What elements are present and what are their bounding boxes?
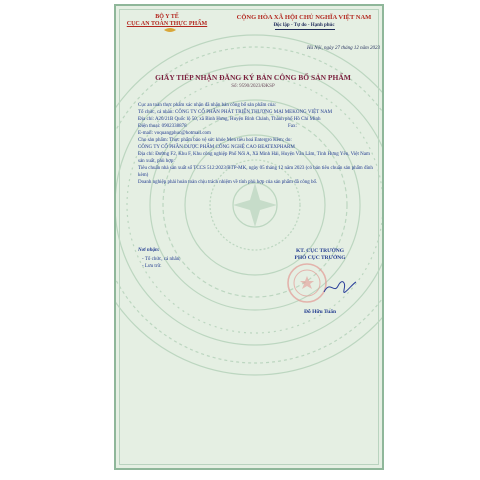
header-ornament-icon xyxy=(163,27,177,33)
document-number: Số: 9590/2023/ĐKSP xyxy=(231,84,275,89)
body-manufacturer-address: Địa chỉ: Đường F2, Khu F, Khu công nghiệp Phố Nối A, Xã Minh Hải, Huyện Văn Lâm, Tỉnh Hưng Yên, Việt Nam sản xuất, phù hợp: xyxy=(138,152,370,164)
recipient-item: - Tổ chức, cá nhân; xyxy=(142,257,181,262)
handwritten-signature xyxy=(322,278,358,296)
signer-name: Đỗ Hữu Tuấn xyxy=(303,309,337,315)
ministry-name: BỘ Y TẾ xyxy=(155,14,179,20)
contact-row xyxy=(138,123,374,130)
recipients-list xyxy=(142,256,181,270)
department-name: CỤC AN TOÀN THỰC PHẨM xyxy=(126,21,208,27)
ministry-header xyxy=(124,14,210,28)
body-fax: Fax: xyxy=(288,124,297,129)
document-title: GIẤY TIẾP NHẬN ĐĂNG KÝ BẢN CÔNG BỐ SẢN PHẨM xyxy=(155,73,351,82)
signer-role-line2: PHÓ CỤC TRƯỞNG xyxy=(294,255,346,261)
motto: Độc lập - Tự do - Hạnh phúc xyxy=(273,23,335,28)
body-manufacturer: CÔNG TY CỔ PHẦN DƯỢC PHẨM CÔNG NGHỆ CAO BEATEXPHARM xyxy=(138,145,295,150)
certificate-document xyxy=(114,4,384,470)
body-phone: Điện thoại: 0902338878 xyxy=(138,124,187,129)
body-organization: Tổ chức, cá nhân: CÔNG TY CỔ PHẦN PHÁT TRIỂN THƯƠNG MẠI MEKONG VIỆT NAM xyxy=(138,110,333,115)
recipient-item: - Lưu trữ. xyxy=(142,264,162,269)
republic-title: CỘNG HÒA XÃ HỘI CHỦ NGHĨA VIỆT NAM xyxy=(236,14,372,21)
body-intro: Cục an toàn thực phẩm xác nhận đã nhận bản công bố sản phẩm của: xyxy=(138,103,276,108)
body-email: E-mail: voquangphuc@hotmail.com xyxy=(138,131,211,136)
signer-role-line1: KT. CỤC TRƯỞNG xyxy=(295,248,345,254)
signer-role xyxy=(265,248,375,262)
body-standard: Tiêu chuẩn nhà sản xuất số TCCS 512:2023/BTP-MK, ngày 05 tháng 12 năm 2023 (có bản tiêu chuẩn sản phẩm đính kèm) xyxy=(138,166,373,178)
recipients-heading: Nơi nhận: xyxy=(138,248,160,253)
document-body xyxy=(138,102,374,186)
issue-date: Hà Nội, ngày 27 tháng 12 năm 2023 xyxy=(306,46,380,51)
body-address: Địa chỉ: A20/21B Quốc lộ 50, xã Bình Hưng, Huyện Bình Chánh, Thành phố Hồ Chí Minh xyxy=(138,117,321,122)
motto-underline xyxy=(275,29,335,30)
body-responsibility: Doanh nghiệp phải hoàn toàn chịu trách nhiệm về tính phù hợp của sản phẩm đã công bố. xyxy=(138,180,318,185)
document-frame xyxy=(119,9,379,465)
body-product: Cho sản phẩm: Thực phẩm bảo vệ sức khỏe Men tiêu hoá Entergro Kềm; do: xyxy=(138,138,292,143)
